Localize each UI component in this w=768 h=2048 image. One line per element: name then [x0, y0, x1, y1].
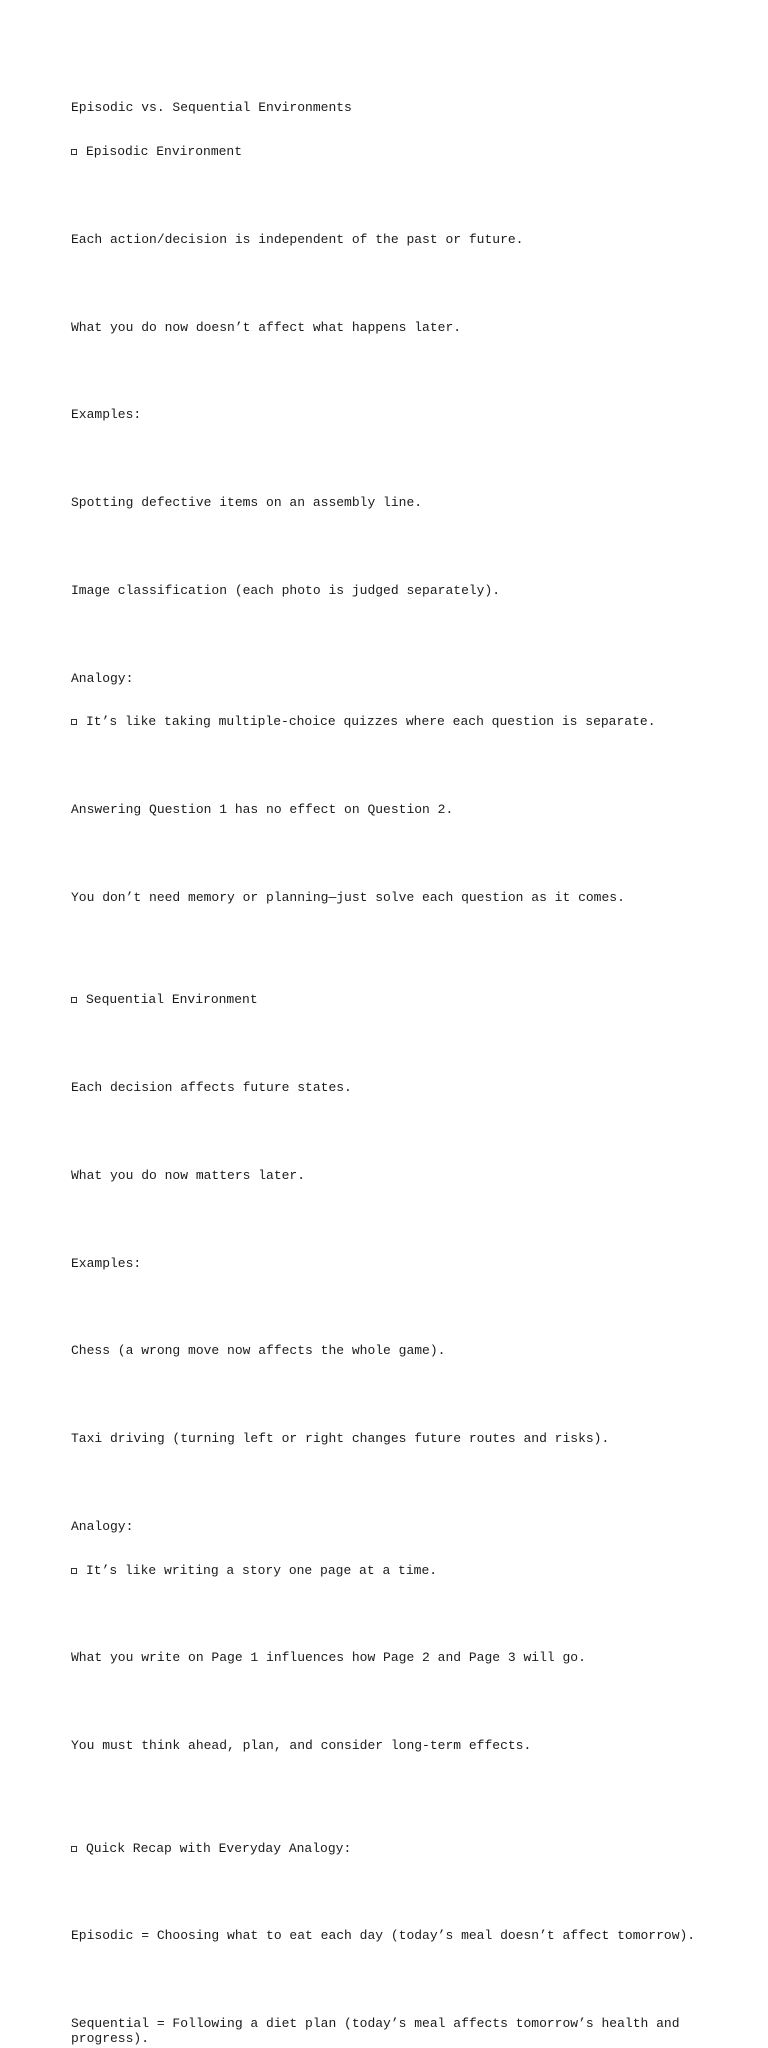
recap-heading-text: Quick Recap with Everyday Analogy: — [86, 1840, 352, 1856]
episodic-analogy-label: Analogy: — [71, 670, 134, 686]
episodic-analogy-text: It’s like taking multiple-choice quizzes where each question is separate. — [86, 714, 656, 730]
recap-episodic: Episodic = Choosing what to eat each day (today’s meal doesn’t affect tomorrow). — [71, 1928, 696, 1944]
box-bullet-icon — [71, 1568, 77, 1574]
sequential-paragraph-2: What you do now matters later. — [71, 1167, 306, 1183]
document-page — [71, 72, 711, 2048]
sequential-heading-text: Sequential Environment — [86, 992, 258, 1008]
recap-sequential: Sequential = Following a diet plan (today’s meal affects tomorrow’s health and progress). — [71, 2016, 688, 2046]
recap-heading — [71, 1842, 711, 1857]
sequential-example-1: Chess (a wrong move now affects the whole game). — [71, 1343, 446, 1359]
sequential-analogy-label: Analogy: — [71, 1518, 134, 1534]
sequential-analogy-text: It’s like writing a story one page at a time. — [86, 1562, 438, 1578]
episodic-analogy-point-1: Answering Question 1 has no effect on Question 2. — [71, 802, 454, 818]
sequential-heading — [71, 993, 711, 1008]
box-bullet-icon — [71, 149, 77, 155]
sequential-paragraph-1: Each decision affects future states. — [71, 1080, 352, 1095]
episodic-example-2: Image classification (each photo is judged separately). — [71, 582, 501, 598]
episodic-example-1: Spotting defective items on an assembly line. — [71, 495, 423, 511]
sequential-examples-label: Examples: — [71, 1255, 142, 1271]
box-bullet-icon — [71, 719, 77, 725]
sequential-analogy-point-1: What you write on Page 1 influences how Page 2 and Page 3 will go. — [71, 1650, 586, 1666]
episodic-heading-text: Episodic Environment — [86, 143, 243, 159]
episodic-paragraph-2: What you do now doesn’t affect what happens later. — [71, 319, 462, 335]
episodic-analogy — [71, 715, 711, 730]
box-bullet-icon — [71, 1846, 77, 1852]
episodic-examples-label: Examples: — [71, 407, 142, 423]
box-bullet-icon — [71, 997, 77, 1003]
episodic-heading — [71, 145, 711, 160]
episodic-paragraph-1: Each action/decision is independent of the past or future. — [71, 231, 524, 247]
sequential-analogy-point-2: You must think ahead, plan, and consider long-term effects. — [71, 1738, 532, 1754]
episodic-analogy-point-2: You don’t need memory or planning—just solve each question as it comes. — [71, 889, 625, 905]
sequential-example-2: Taxi driving (turning left or right changes future routes and risks). — [71, 1431, 610, 1447]
sequential-analogy — [71, 1564, 711, 1579]
document-title: Episodic vs. Sequential Environments — [71, 100, 352, 116]
